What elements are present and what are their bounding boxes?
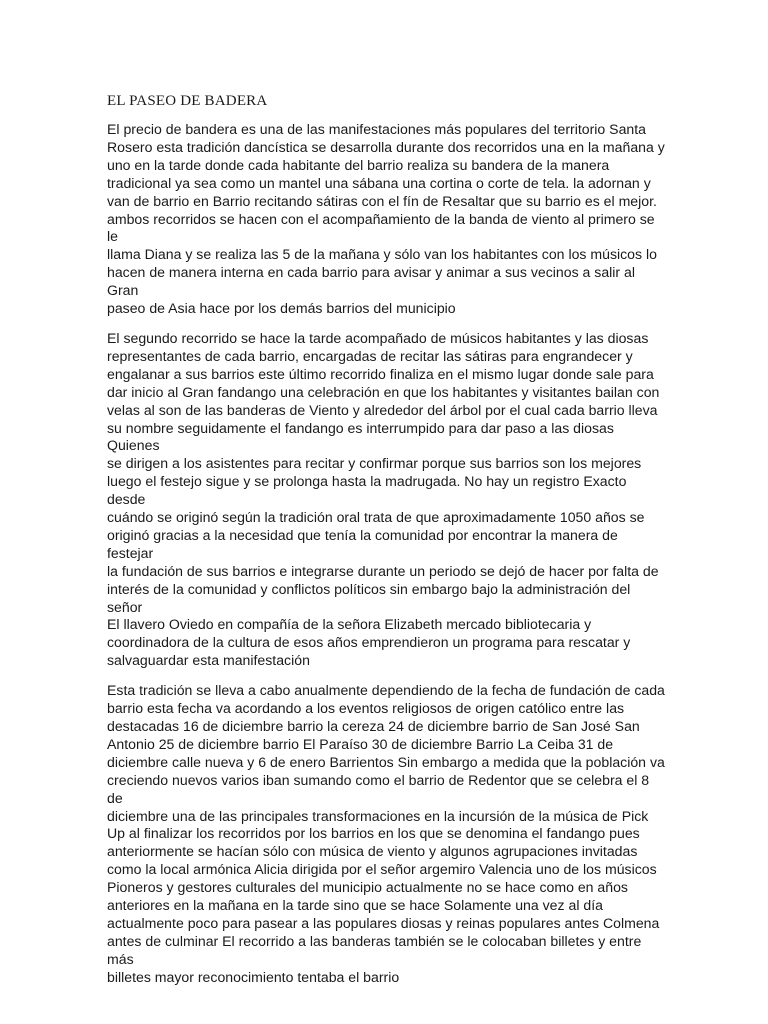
paragraph-2: El segundo recorrido se hace la tarde acompañado de músicos habitantes y las diosas representantes de cada barrio, encargadas de recitar las sátiras para engrandecer y engalanar a sus barrios este último recorrido finaliza en el mismo lugar donde sale para dar inicio al Gran fandango una celebración en que los habitantes y visitantes bailan con velas al son de las banderas de Viento y alrededor del árbol por el cual cada barrio lleva su nombre seguidamente el fandango es interrumpido para dar paso a las diosas Quienes se dirigen a los asistentes para recitar y confirmar porque sus barrios son los mejores luego el festejo sigue y se prolonga hasta la madrugada. No hay un registro Exacto desde cuándo se originó según la tradición oral trata de que aproximadamente 1050 años se originó gracias a la necesidad que tenía la comunidad por encontrar la manera de festejar la fundación de sus barrios e integrarse durante un periodo se dejó de hacer por falta de interés de la comunidad y conflictos políticos sin embargo bajo la administración del señor El llavero Oviedo en compañía de la señora Elizabeth mercado bibliotecaria y coordinadora de la cultura de esos años emprendieron un programa para rescatar y salvaguardar esta manifestación bbox=[107, 329, 660, 669]
document-title: EL PASEO DE BADERA bbox=[107, 93, 268, 109]
document-body bbox=[107, 92, 667, 999]
paragraph-3: Esta tradición se lleva a cabo anualmente dependiendo de la fecha de fundación de cada barrio esta fecha va acordando a los eventos religiosos de origen católico entre las destacadas 16 de diciembre barrio la cereza 24 de diciembre barrio de San José San Antonio 25 de diciembre barrio El Paraíso 30 de diciembre Barrio La Ceiba 31 de diciembre calle nueva y 6 de enero Barrientos Sin embargo a medida que la población va creciendo nuevos varios iban sumando como el barrio de Redentor que se celebra el 8 de diciembre una de las principales transformaciones en la incursión de la música de Pick Up al finalizar los recorridos por los barrios en los que se denomina el fandango pues anteriormente se hacían sólo con música de viento y algunos agrupaciones invitadas como la local armónica Alicia dirigida por el señor argemiro Valencia uno de los músicos Pioneros y gestores culturales del municipio actualmente no se hace como en años anteriores en la mañana en la tarde sino que se hace Solamente una vez al día actualmente poco para pasear a las populares diosas y reinas populares antes Colmena antes de culminar El recorrido a las banderas también se le colocaban billetes y entre más billetes mayor reconocimiento tentaba el barrio bbox=[107, 682, 665, 985]
paragraph-1: El precio de bandera es una de las manifestaciones más populares del territorio Santa Rosero esta tradición dancística se desarrolla durante dos recorridos una en la mañana y uno en la tarde donde cada habitante del barrio realiza su bandera de la manera tradicional ya sea como un mantel una sábana una cortina o corte de tela. la adornan y van de barrio en Barrio recitando sátiras con el fín de Resaltar que su barrio es el mejor. ambos recorridos se hacen con el acompañamiento de la banda de viento al primero se le llama Diana y se realiza las 5 de la mañana y sólo van los habitantes con los músicos lo hacen de manera interna en cada barrio para avisar y animar a sus vecinos a salir al Gran paseo de Asia hace por los demás barrios del municipio bbox=[107, 121, 665, 317]
